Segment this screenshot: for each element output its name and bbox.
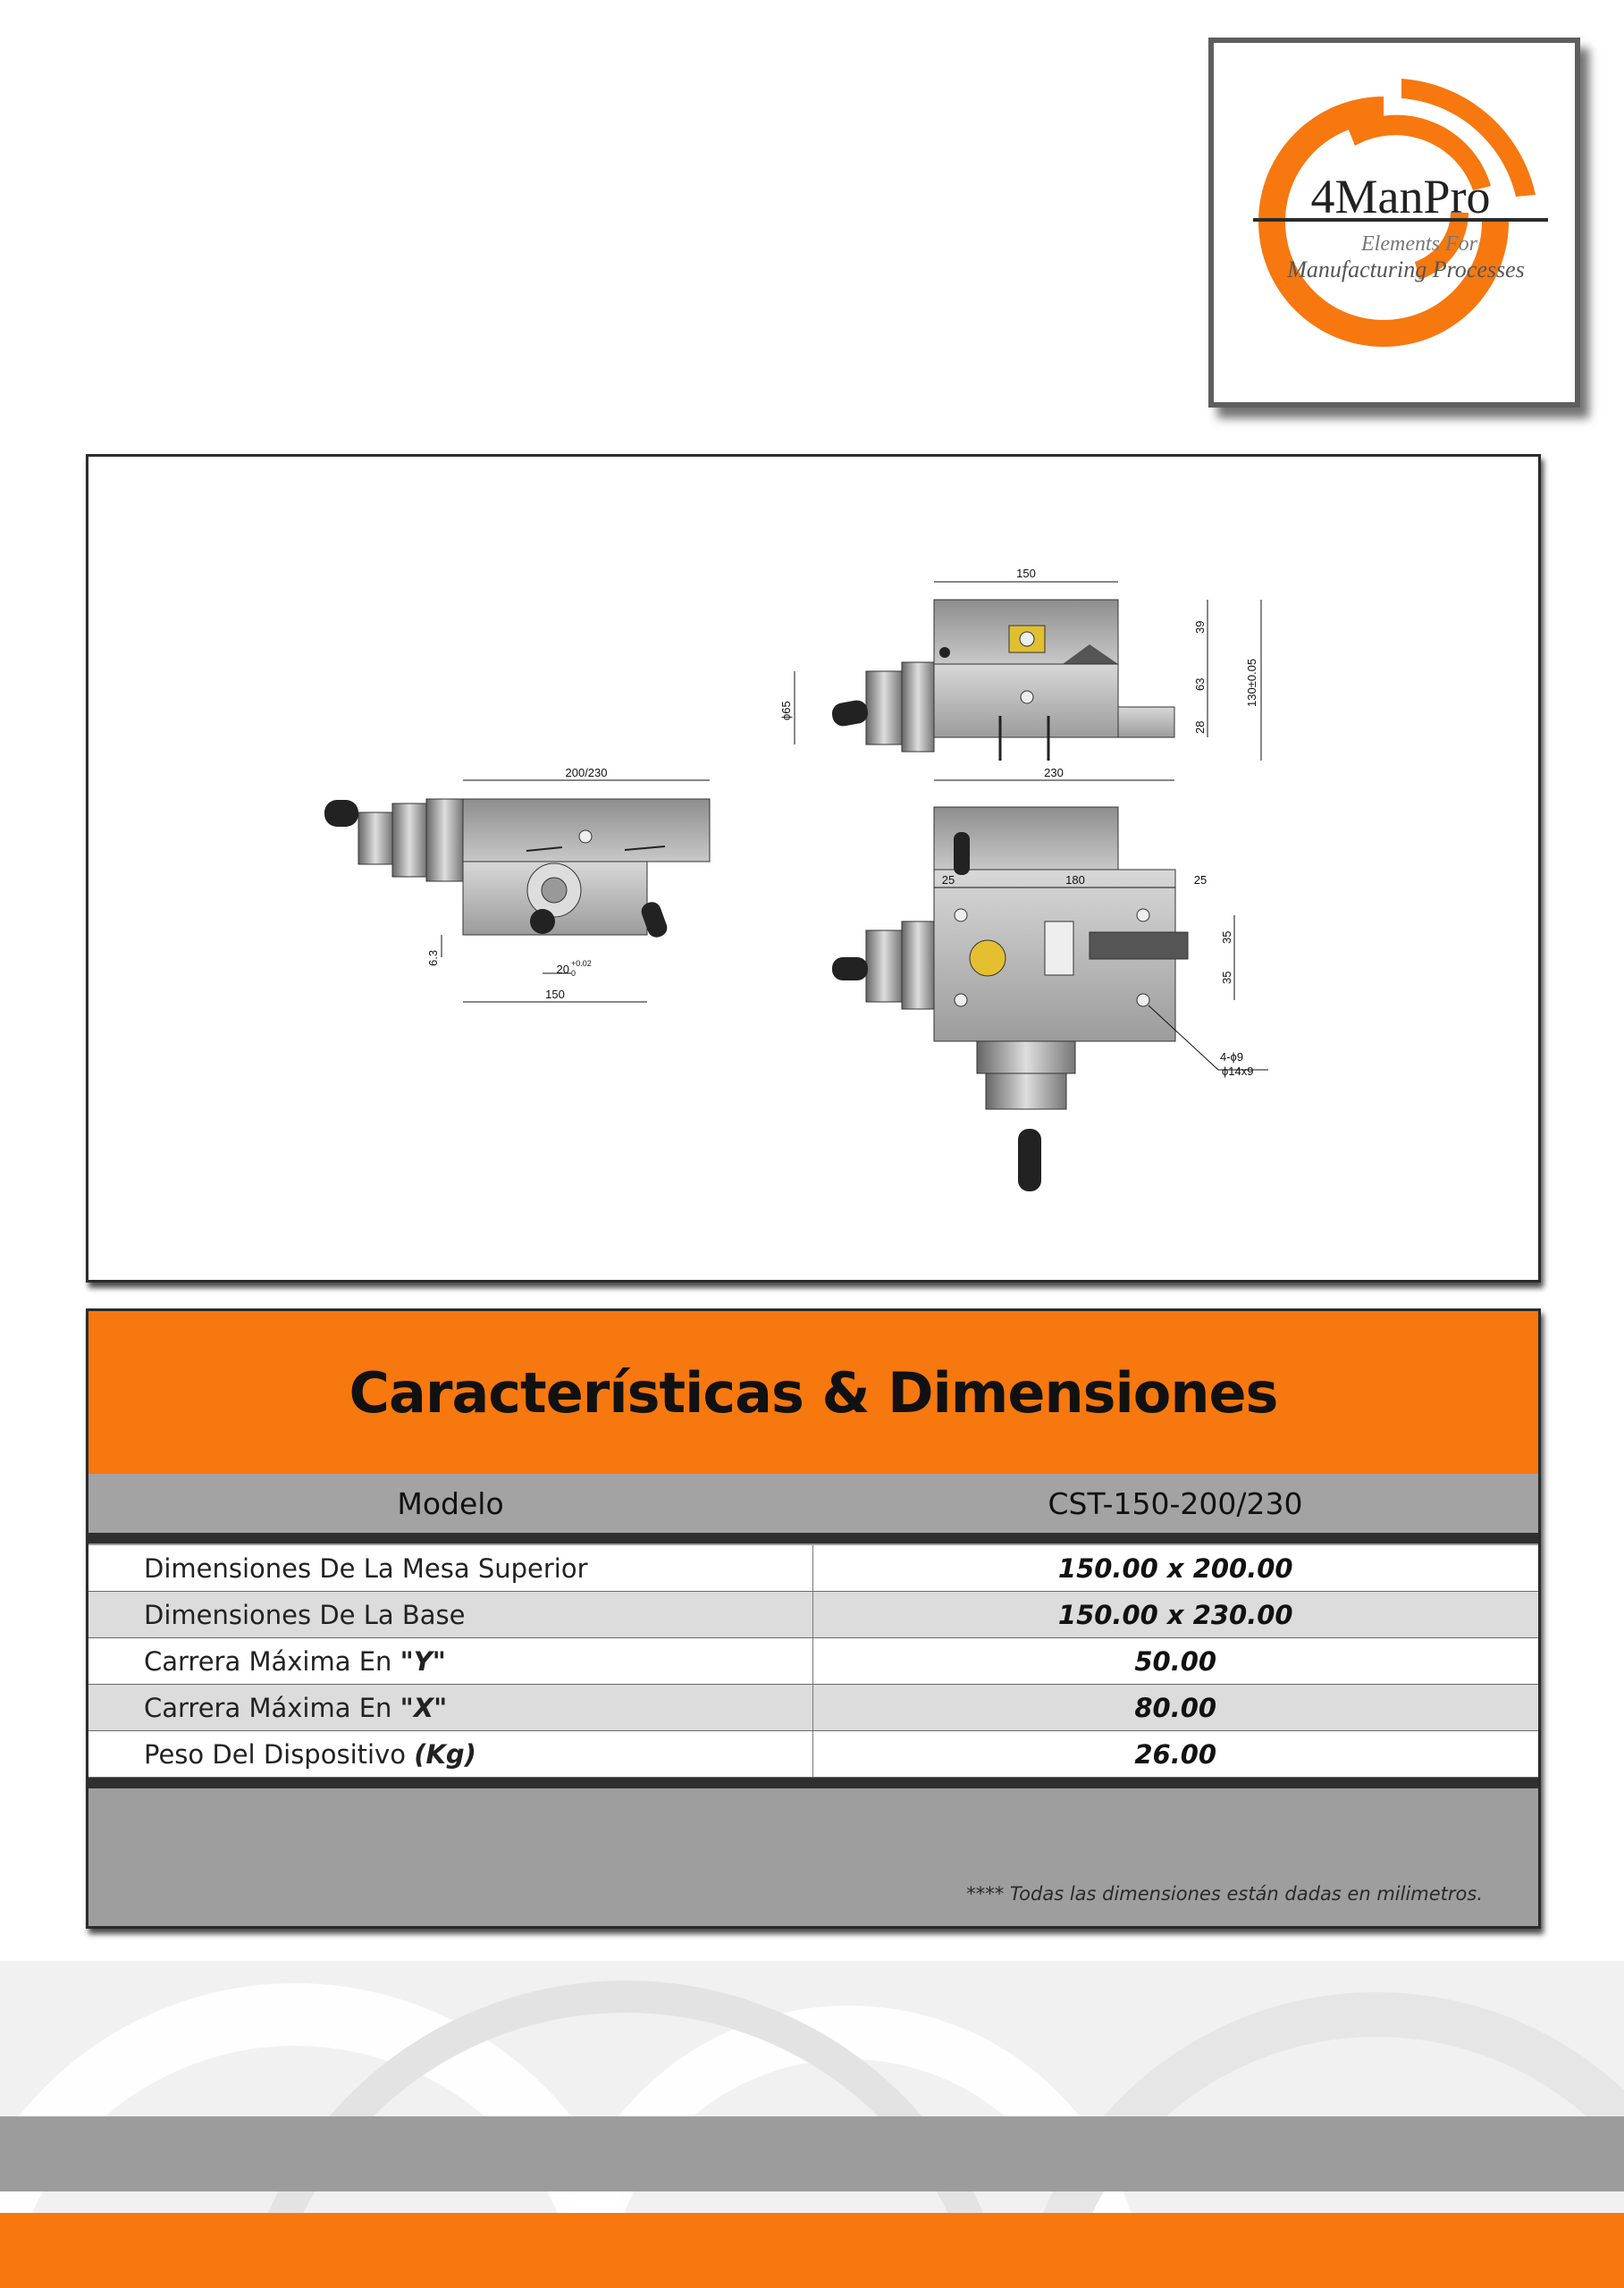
row-label bbox=[88, 1638, 812, 1685]
logo-tagline-line1: Elements For bbox=[1361, 232, 1477, 256]
technical-drawing-panel bbox=[86, 454, 1541, 1283]
company-logo bbox=[1208, 38, 1580, 408]
row-value: 150.00 x 230.00 bbox=[812, 1592, 1538, 1638]
dim-top-d1: 35 bbox=[1220, 930, 1233, 944]
dim-top-holes-line1: 4-ϕ9 bbox=[1220, 1050, 1244, 1064]
dim-front-h2: 63 bbox=[1193, 677, 1207, 691]
row-label-suffix: (Kg) bbox=[414, 1738, 476, 1770]
specs-title: Características & Dimensiones bbox=[349, 1359, 1278, 1426]
dim-side-slot-tol-upper: +0.02 bbox=[571, 959, 592, 968]
row-label-suffix: "Y" bbox=[400, 1645, 446, 1677]
dim-side-top-width: 200/230 bbox=[565, 766, 608, 779]
row-value: 50.00 bbox=[812, 1638, 1538, 1685]
row-label-text: Carrera Máxima En bbox=[144, 1692, 400, 1723]
footer-gray-band bbox=[0, 2116, 1624, 2191]
table-top-divider bbox=[88, 1533, 1538, 1544]
specs-table bbox=[88, 1545, 1538, 1778]
row-label-suffix: "X" bbox=[400, 1692, 448, 1723]
dim-top-b: 180 bbox=[1065, 873, 1085, 887]
row-label bbox=[88, 1685, 812, 1731]
table-row bbox=[88, 1731, 1538, 1778]
footer-orange-band bbox=[0, 2213, 1624, 2288]
footnote: **** Todas las dimensiones están dadas en milimetros. bbox=[966, 1883, 1483, 1905]
side-view-drawing bbox=[324, 766, 710, 1002]
table-row bbox=[88, 1592, 1538, 1638]
top-view-drawing bbox=[832, 807, 1268, 1191]
row-label-text: Dimensiones De La Base bbox=[144, 1599, 466, 1630]
table-row bbox=[88, 1685, 1538, 1731]
dim-front-h1: 39 bbox=[1193, 620, 1207, 634]
row-label bbox=[88, 1545, 812, 1592]
dim-top-d2: 35 bbox=[1220, 971, 1233, 984]
front-view-drawing bbox=[779, 567, 1261, 780]
dim-side-base-width: 150 bbox=[545, 988, 565, 1001]
table-row bbox=[88, 1545, 1538, 1592]
row-label bbox=[88, 1731, 812, 1778]
logo-brand-text: 4ManPro bbox=[1310, 170, 1491, 223]
dim-side-slot: 20 bbox=[556, 963, 569, 976]
row-label-text: Peso Del Dispositivo bbox=[144, 1738, 415, 1770]
row-value: 26.00 bbox=[812, 1731, 1538, 1778]
specs-title-bar bbox=[88, 1311, 1538, 1474]
row-label-text: Carrera Máxima En bbox=[144, 1645, 400, 1677]
specs-panel bbox=[86, 1308, 1541, 1929]
row-label-text: Dimensiones De La Mesa Superior bbox=[144, 1552, 588, 1584]
dim-side-slot-tol-lower: 0 bbox=[571, 969, 576, 978]
dim-front-h3: 28 bbox=[1193, 720, 1207, 734]
model-label: Modelo bbox=[397, 1485, 504, 1521]
table-bottom-divider bbox=[88, 1778, 1538, 1788]
row-value: 80.00 bbox=[812, 1685, 1538, 1731]
model-row bbox=[88, 1474, 1538, 1533]
dim-front-total-height: 130±0.05 bbox=[1245, 658, 1258, 707]
dim-top-a: 25 bbox=[941, 873, 955, 887]
table-row bbox=[88, 1638, 1538, 1685]
dim-front-top-width: 150 bbox=[1016, 567, 1036, 580]
dim-front-diameter: ϕ65 bbox=[779, 701, 793, 720]
dim-side-height: 6.3 bbox=[426, 949, 440, 966]
dim-top-c: 25 bbox=[1193, 873, 1207, 887]
dim-front-base-width: 230 bbox=[1044, 766, 1064, 779]
row-label bbox=[88, 1592, 812, 1638]
model-value: CST-150-200/230 bbox=[1048, 1485, 1303, 1521]
dim-top-holes-line2: ϕ14x9 bbox=[1222, 1064, 1254, 1078]
row-value: 150.00 x 200.00 bbox=[812, 1545, 1538, 1592]
logo-emblem bbox=[1214, 43, 1575, 402]
logo-tagline-line2: Manufacturing Processes bbox=[1287, 257, 1525, 282]
